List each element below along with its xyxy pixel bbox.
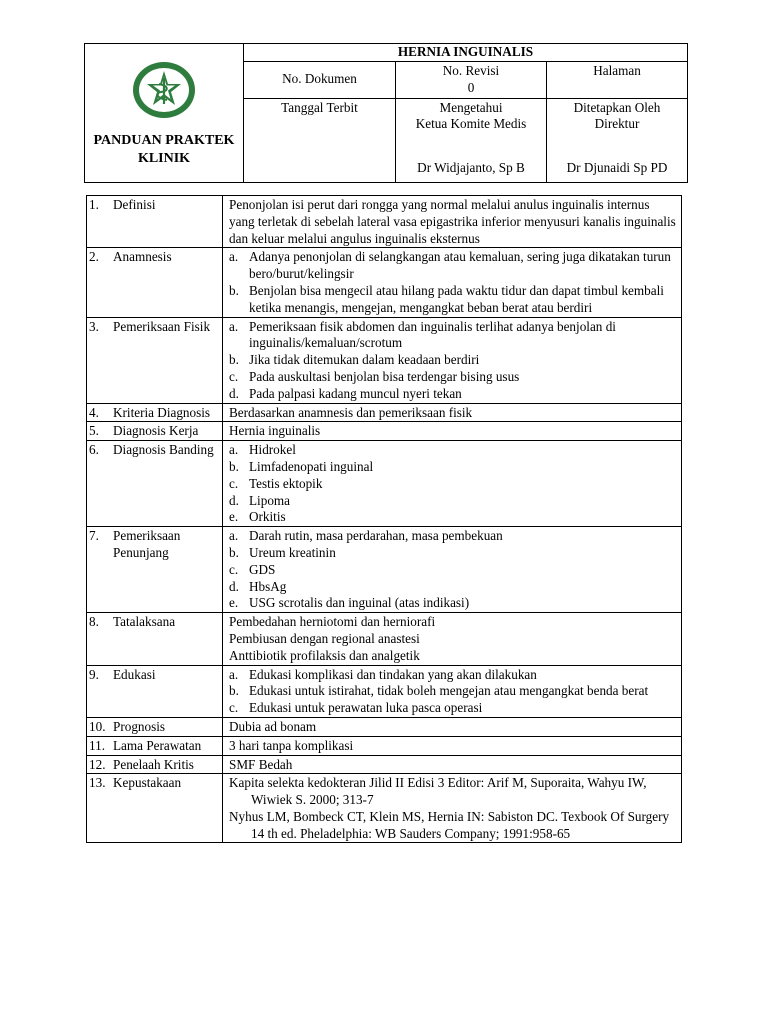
section-number: 8. (89, 614, 99, 630)
section-number: 10. (89, 718, 106, 734)
halaman-label: Halaman (547, 62, 688, 99)
guideline-row (87, 403, 682, 422)
direktur-label: Direktur (594, 116, 640, 132)
list-item-text: Pada palpasi kadang muncul nyeri tekan (249, 385, 462, 401)
section-number: 9. (89, 666, 99, 682)
guideline-row (87, 196, 682, 248)
logo-cell (85, 44, 244, 183)
section-label: Definisi (113, 197, 156, 212)
list-item (229, 545, 678, 562)
guideline-row (87, 717, 682, 736)
no-revisi-label: No. Revisi (442, 63, 500, 78)
list-item (229, 442, 678, 459)
section-content-cell (223, 774, 682, 843)
list-marker: a. (229, 528, 239, 544)
list-item (229, 493, 678, 510)
section-label-cell (87, 317, 223, 403)
section-label: Penelaah Kritis (113, 756, 194, 772)
section-number: 2. (89, 249, 99, 265)
reference-entry: Kapita selekta kedokteran Jilid II Edisi 3 Editor: Arif M, Suporaita, Wahyu IW, Wiwiek S. 2000; 313-7 (229, 775, 647, 808)
list-item-text: Ureum kreatinin (249, 544, 336, 560)
section-content-cell (223, 317, 682, 403)
content-line: Berdasarkan anamnesis dan pemeriksaan fisik (229, 404, 473, 420)
section-number: 4. (89, 404, 99, 420)
section-number: 3. (89, 318, 99, 334)
section-label-cell (87, 403, 223, 422)
section-content-cell (223, 665, 682, 717)
section-content-cell (223, 527, 682, 613)
section-label-cell (87, 755, 223, 774)
list-item-text: HbsAg (249, 578, 287, 594)
section-label: Tatalaksana (113, 614, 176, 630)
list-item-text: Adanya penonjolan di selangkangan atau kemaluan, sering juga dikatakan turun bero/burut/kelingsir (249, 249, 671, 282)
list-marker: a. (229, 249, 239, 265)
ketua-komite-label: Ketua Komite Medis (415, 116, 527, 132)
list-item-text: Orkitis (249, 509, 286, 525)
list-item-text: Jika tidak ditemukan dalam keadaan berdiri (249, 352, 480, 368)
section-label-cell (87, 717, 223, 736)
section-number: 11. (89, 737, 105, 753)
list-marker: e. (229, 595, 239, 611)
list-item-text: GDS (249, 561, 276, 577)
section-label: Lama Perawatan (113, 737, 202, 753)
list-item-text: Pemeriksaan fisik abdomen dan inguinalis terlihat adanya benjolan di inguinalis/kemaluan/scrotum (249, 318, 616, 351)
no-revisi-value: 0 (467, 79, 475, 95)
guideline-row (87, 317, 682, 403)
tanggal-terbit-label: Tanggal Terbit (244, 98, 396, 182)
guideline-row (87, 774, 682, 843)
list-item-text: USG scrotalis dan inguinal (atas indikasi) (249, 595, 470, 611)
section-label-cell (87, 527, 223, 613)
list-marker: e. (229, 509, 239, 525)
section-content-cell (223, 717, 682, 736)
list-marker: c. (229, 700, 239, 716)
list-marker: a. (229, 666, 239, 682)
list-marker: b. (229, 683, 239, 699)
guideline-row (87, 527, 682, 613)
list-marker: b. (229, 352, 239, 368)
section-number: 6. (89, 442, 99, 458)
section-number: 5. (89, 423, 99, 439)
section-content-cell (223, 403, 682, 422)
section-content-cell (223, 196, 682, 248)
list-marker: b. (229, 458, 239, 474)
list-marker: a. (229, 442, 239, 458)
list-item (229, 283, 678, 317)
section-label-cell (87, 248, 223, 317)
list-item-text: Edukasi komplikasi dan tindakan yang akan dilakukan (249, 666, 537, 682)
guideline-row (87, 441, 682, 527)
section-label-cell (87, 422, 223, 441)
section-content-cell (223, 422, 682, 441)
section-label: Edukasi (113, 666, 156, 682)
section-label: Kepustakaan (113, 775, 182, 791)
section-label: Diagnosis Banding (113, 442, 214, 458)
list-marker: a. (229, 318, 239, 334)
reference-entry: Nyhus LM, Bombeck CT, Klein MS, Hernia IN: Sabiston DC. Texbook Of Surgery 14 th ed. Pheladelphia: WB Sauders Company; 1991:958-65 (229, 808, 670, 841)
list-item (229, 509, 678, 526)
guideline-row (87, 422, 682, 441)
list-item (229, 369, 678, 386)
content-line: Hernia inguinalis (229, 423, 321, 439)
content-line: SMF Bedah (229, 756, 293, 772)
list-marker: c. (229, 368, 239, 384)
hospital-logo-icon (131, 60, 197, 120)
document-title: HERNIA INGUINALIS (244, 44, 688, 62)
section-content-cell (223, 248, 682, 317)
ditetapkan-cell (547, 98, 688, 182)
guideline-row (87, 613, 682, 665)
mengetahui-cell (396, 98, 547, 182)
section-label: Anamnesis (113, 249, 172, 265)
list-item (229, 528, 678, 545)
list-item-text: Testis ektopik (249, 475, 323, 491)
section-content-cell (223, 755, 682, 774)
content-line: Anttibiotik profilaksis dan analgetik (229, 647, 420, 663)
guideline-row (87, 248, 682, 317)
section-label: Kriteria Diagnosis (113, 404, 211, 420)
section-content-cell (223, 613, 682, 665)
no-revisi-cell (396, 62, 547, 99)
list-item (229, 319, 678, 353)
section-label-cell (87, 736, 223, 755)
document-header (84, 43, 688, 183)
clinical-guideline-table (86, 195, 682, 843)
list-marker: b. (229, 282, 239, 298)
list-item-text: Limfadenopati inguinal (249, 458, 374, 474)
list-item (229, 595, 678, 612)
list-item (229, 562, 678, 579)
ditetapkan-label: Ditetapkan Oleh (573, 99, 661, 115)
list-marker: d. (229, 578, 239, 594)
list-item-text: Lipoma (249, 492, 291, 508)
list-item-text: Pada auskultasi benjolan bisa terdengar bising usus (249, 368, 520, 384)
list-item (229, 352, 678, 369)
list-item (229, 476, 678, 493)
list-item-text: Hidrokel (249, 442, 296, 458)
section-label-cell (87, 441, 223, 527)
list-marker: c. (229, 561, 239, 577)
content-line: Dubia ad bonam (229, 718, 317, 734)
list-item (229, 386, 678, 403)
list-item (229, 249, 678, 283)
content-line: 3 hari tanpa komplikasi (229, 737, 354, 753)
section-label: Pemeriksaan Penunjang (113, 528, 181, 560)
section-label: Prognosis (113, 718, 166, 734)
section-number: 7. (89, 528, 99, 544)
mengetahui-label: Mengetahui (439, 99, 503, 115)
content-line: Pembiusan dengan regional anastesi (229, 630, 420, 646)
guideline-row (87, 665, 682, 717)
section-label: Pemeriksaan Fisik (113, 318, 211, 334)
section-label-cell (87, 196, 223, 248)
ketua-komite-name: Dr Widjajanto, Sp B (417, 160, 525, 176)
section-label: Diagnosis Kerja (113, 423, 199, 439)
section-number: 1. (89, 197, 99, 212)
no-dokumen-label: No. Dokumen (244, 62, 396, 99)
section-label-cell (87, 613, 223, 665)
list-item-text: Edukasi untuk istirahat, tidak boleh mengejan atau mengangkat benda berat (249, 683, 649, 699)
list-item (229, 579, 678, 596)
section-number: 12. (89, 756, 106, 772)
guideline-row (87, 755, 682, 774)
guideline-row (87, 736, 682, 755)
section-label-cell (87, 774, 223, 843)
list-marker: d. (229, 492, 239, 508)
list-marker: c. (229, 475, 239, 491)
list-item (229, 683, 678, 700)
organization-title: PANDUAN PRAKTEK KLINIK (93, 133, 235, 166)
list-item-text: Benjolan bisa mengecil atau hilang pada waktu tidur dan dapat timbul kembali ketika menangis, mengejan, mengangkat beban berat atau berdiri (249, 282, 664, 315)
list-marker: b. (229, 544, 239, 560)
section-label-cell (87, 665, 223, 717)
section-content-cell (223, 736, 682, 755)
list-item (229, 700, 678, 717)
list-item (229, 459, 678, 476)
section-content-cell (223, 441, 682, 527)
list-item (229, 667, 678, 684)
content-line: Pembedahan herniotomi dan herniorafi (229, 614, 436, 630)
list-marker: d. (229, 385, 239, 401)
direktur-name: Dr Djunaidi Sp PD (566, 160, 668, 176)
section-number: 13. (89, 775, 106, 791)
list-item-text: Edukasi untuk perawatan luka pasca operasi (249, 700, 483, 716)
list-item-text: Darah rutin, masa perdarahan, masa pembekuan (249, 528, 503, 544)
content-line: Penonjolan isi perut dari rongga yang normal melalui anulus inguinalis internus yang terletak di sebelah lateral vasa epigastrika inferior menyusuri kanalis inguinalis dan keluar melalui angulus inguinalis eksternus (229, 197, 676, 246)
